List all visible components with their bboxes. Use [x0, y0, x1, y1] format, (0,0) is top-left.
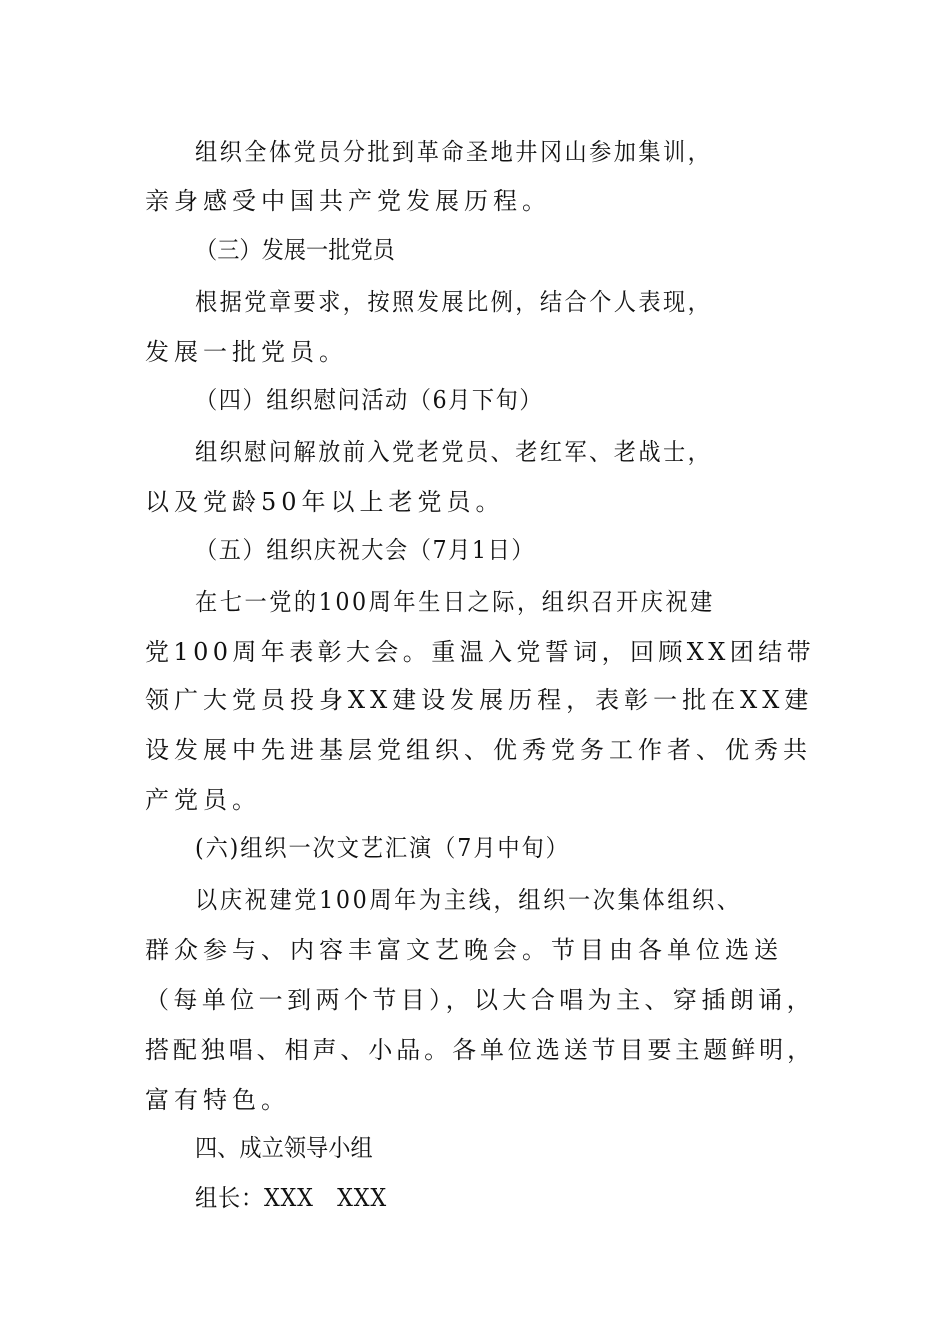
section-heading: （四）组织慰问活动（6月下旬） [195, 386, 544, 414]
paragraph-line: 发展一批党员。 [145, 338, 348, 366]
paragraph-line: 群众参与、内容丰富文艺晚会。节目由各单位选送 [145, 936, 783, 964]
paragraph-line: 组织慰问解放前入党老党员、老红军、老战士， [195, 438, 713, 466]
section-heading: 四、成立领导小组 [195, 1134, 373, 1162]
paragraph-line: 党100周年表彰大会。重温入党誓词，回顾XX团结带 [145, 638, 815, 666]
paragraph-line: 在七一党的100周年生日之际，组织召开庆祝建 [195, 588, 715, 616]
paragraph-line: 产党员。 [145, 786, 261, 814]
paragraph-line: （每单位一到两个节目），以大合唱为主、穿插朗诵， [145, 986, 815, 1014]
section-heading: （五）组织庆祝大会（7月1日） [195, 536, 536, 564]
paragraph-line: 组织全体党员分批到革命圣地井冈山参加集训， [195, 138, 713, 166]
paragraph-line: 搭配独唱、相声、小品。各单位选送节目要主题鲜明， [145, 1036, 815, 1064]
paragraph-line: 以及党龄50年以上老党员。 [145, 488, 505, 516]
paragraph-line: 根据党章要求，按照发展比例，结合个人表现， [195, 288, 713, 316]
section-heading: （三）发展一批党员 [195, 236, 395, 264]
paragraph-line: 设发展中先进基层党组织、优秀党务工作者、优秀共 [145, 736, 812, 764]
paragraph-line: 富有特色。 [145, 1086, 290, 1114]
paragraph-line: 以庆祝建党100周年为主线，组织一次集体组织、 [195, 886, 742, 914]
paragraph-line: 亲身感受中国共产党发展历程。 [145, 187, 551, 215]
paragraph-line: 领广大党员投身XX建设发展历程，表彰一批在XX建 [145, 686, 814, 714]
section-heading: (六)组织一次文艺汇演（7月中旬） [195, 834, 570, 862]
leader-line: 组长：XXX XXX [195, 1184, 387, 1212]
